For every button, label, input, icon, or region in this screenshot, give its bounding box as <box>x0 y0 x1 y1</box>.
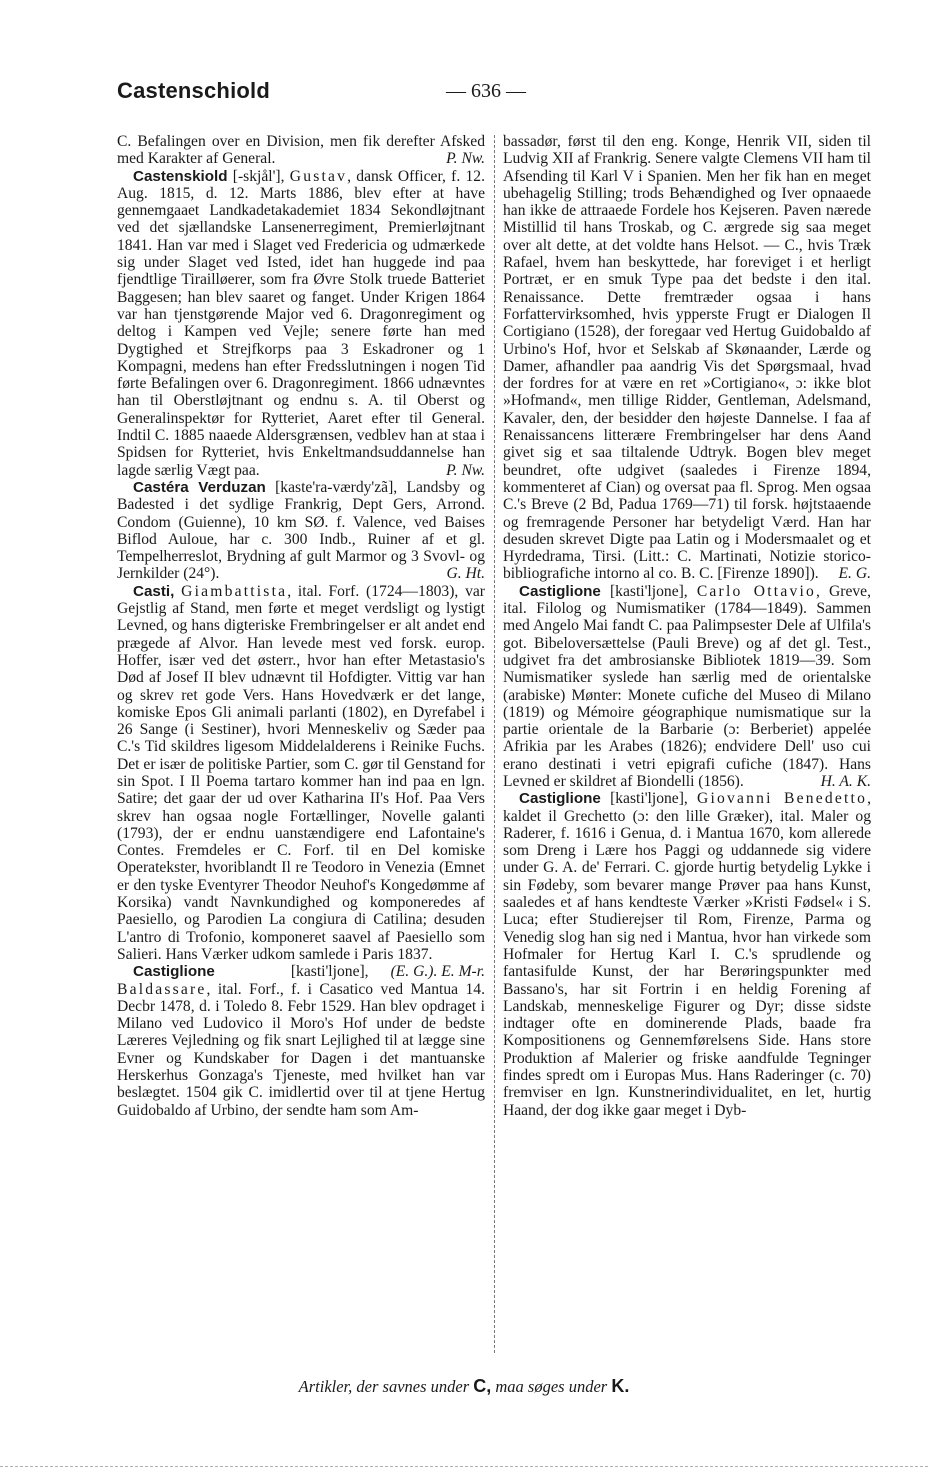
entry-body: , kaldet il Grechetto (ɔ: den lille Græker), ital. Maler og Raderer, f. 1616 i Genua, d. i Mantua 1670, kom allerede som Dreng i Lære hos Paggi og uddannede sig videre under G. A. de' Ferrari. C. gjorde hurtig betydelig Lykke i sin Fødeby, som bevarer mange Prøver paa hans Kunst, saaledes et af hans kendteste Værker »Kristi Fødsel« i S. Luca; efter Studierejser til Rom, Firenze, Parma og Venedig slog han sig ned i Mantua, hvor han virkede som Hofmaler for Hertug Karl I. C.'s sprudlende og fantasifulde Kunst, der har Berøringspunkter med Bassano's, har sit Fortrin i en heldig Forening af Landskab, menneskelige Figurer og Dyr; disse sidste indtager ofte en dominerende Plads, baade fra Kompositionens og Gennemførelsens Side. Hans store Produktion af Malerier og friske aandfulde Tegninger findes spredt om i Europas Mus. Hans Raderinger (c. 70) fremviser en lgn. Kunstnerindividualitet, en let, hurtig Haand, der dog ikke gaar meget i Dyb- <box>503 790 871 1119</box>
entry-headword: Castiglione <box>519 582 601 600</box>
entry-castera-verduzan <box>117 479 485 583</box>
entry-body: , dansk Officer, f. 12. Aug. 1815, d. 12. Marts 1886, blev efter at have gennemgaaet Landkadetakademiet 1834 Sekondløjtnant ved det sjællandske Lansenerregiment, Premierløjtnant 1841. Han var med i Slaget ved Fredericia og udmærkede sig under Slaget ved Isted, idet han huggede ind paa fjendtlige Tirailløerer, som fra Øvre Stolk truede Batteriet Baggesen; han blev saaret og fanget. Under Krigen 1864 var han tjenstgørende Major ved 6. Dragonregiment og deltog i Kampen ved Vejle; senere førte han med Dygtighed et Strejfkorps paa 3 Eskadroner og 1 Kompagni, medens han efter Fredsslutningen i nogen Tid førte Befalingen over 6. Dragonregiment. 1866 udnævntes han til Oberstløjtnant og endnu s. A. til Oberst og Generalinspektør for Rytteriet, Aaret efter til General. Indtil C. 1885 naaede Aldersgrænsen, vedblev han at staa i Spidsen for Rytteriet, hvis Enkeltmandsuddannelse han lagde særlig Vægt paa. <box>117 167 485 479</box>
entry-body: , ital. Forf., f. i Casatico ved Mantua 14. Decbr 1478, d. i Toledo 8. Febr 1529. Han blev opdraget i Milano ved Ludovico il Moro's Hof under de bedste Læreres Vejledning og fik snart Lejlighed til at lægge sine Evner og Kundskaber for Dagen i det mantuanske Herskerhus Gonzaga's Tjeneste, med hvilket han var beslægtet. 1504 gik C. imidlertid over til at tjene Hertug Guidobaldo af Urbino, der sendte ham som Am- <box>117 980 485 1119</box>
entry-headword: Castenskiold <box>133 167 228 185</box>
entry-body: , ital. Forf. (1724—1803), var Gejstlig af Stand, men førte et meget verdsligt og lystigt Levned, og hans digteriske Frembringelser er alt andet end prægede af Alvor. Han levede mest ved forsk. europ. Hoffer, især ved det østerr., hvor han efter Metastasio's Død af Josef II blev udnævnt til Hofdigter. Vittig var han og skrev ret gode Vers. Hans Hovedværk er det lange, komiske Epos Gli animali parlanti (1802), en Dyrefabel i 26 Sange (i Sestiner), hvori Menneskeliv og Sæder paa C.'s Tid skildres ligesom Middelalderens i Reinike Fuchs. Det er især de politiske Partier, som C. gør til Genstand for sin Spot. I Il Poema tartaro kommer han ind paa en lgn. Satire; det gaar der ud over Katharina II's Hof. Paa Vers skrev han ogsaa nogle Fortællinger, Novelle galanti (1793), der er endnu uanstændigere end Lafontaine's Contes. Fremdeles er C. Forf. til en Del komiske Operatekster, hvoriblandt Il re Teodoro in Venezia (Emnet er den tyske Eventyrer Theodor Neuhof's Kongedømme af Korsika) vandt Navnkundighed og komponeredes af Paesiello, og Parodien La congiura di Catilina; desuden L'antro di Trofonio, komponeret saavel af Paesiello som Salieri. Hans Værker udkom samlede i Paris 1837. <box>117 582 485 963</box>
continuation-paragraph: C. Befalingen over en Division, men fik derefter Afsked med Karakter af General. P. Nw. <box>117 133 485 168</box>
entry-given-name: Giambattista <box>181 582 288 600</box>
entry-castiglione-giovanni-benedetto <box>503 790 871 1119</box>
entry-pronunciation: [kaste'ra-værdy'zã], <box>265 478 407 496</box>
entry-body: Landsby og Badested i det sydlige Frankrig, Dept Gers, Arrond. Condom (Guienne), 10 km SØ. f. Valence, ved Baises Biflod Auloue, har c. 300 Indb., Ruiner af et gl. Tempelherreslot, Brydning af gult Marmor og 3 Svovl- og Jernkilder (24°). <box>117 478 485 583</box>
running-head-word: Castenschiold <box>117 78 270 103</box>
entry-headword: Castéra Verduzan <box>133 478 266 496</box>
entry-headword: Castiglione <box>519 790 601 808</box>
entry-castiglione-baldassare <box>117 963 485 1119</box>
author-signature: E. G. <box>838 565 871 583</box>
entry-pronunciation: [kasti'ljone], <box>214 963 369 981</box>
author-signature: G. Ht. <box>446 565 485 583</box>
author-signature: P. Nw. <box>446 150 485 168</box>
entry-given-name: Giovanni Benedetto <box>697 790 868 808</box>
entry-pronunciation: [kasti'ljone], <box>600 790 698 808</box>
entry-castiglione-carlo-ottavio <box>503 583 871 791</box>
entry-given-name: Baldassare <box>117 980 207 998</box>
continuation-paragraph: bassadør, først til den eng. Konge, Henrik VII, siden til Ludvig XII af Frankrig. Senere valgte Clemens VII ham til Afsending til Karl V i Spanien. Men her fik han en meget ubehagelig Stilling; trods Behændighed og Iver opnaaede han ikke de attraaede Fordele hos Kejseren. Paven nærede Mistillid til hans Troskab, og C. ærgrede sig saa meget over alt dette, at det voldte hans Helsot. — C., hvis Træk Rafael, hvem han beskyttede, har foreviget i et herligt Portræt, er en smuk Type paa det bedste i den ital. Renaissance. Dette fremtræder ogsaa i hans Forfattervirksomhed, hvis ypperste Frugt er Dialogen Il Cortigiano (1528), der foregaar ved Hertug Guidobaldo af Urbino's Hof, hvor et Selskab af Skønaander, Lærde og Damer, afhandler paa aandrig Vis det Spørgsmaal, hvad der fordres for at være en ret »Cortigiano«, ɔ: ikke blot »Hofmand«, men tillige Ridder, Gentleman, Adelsmand, Kavaler, den, der besidder den højeste Dannelse. I faa af Renaissancens litterære Frembringelser har dens Aand givet sig et saa tiltalende Udtryk. Bogen blev meget beundret, ofte udgivet (saaledes i Firenze 1894, kommenteret af Cian) og oversat paa fl. Sprog. Men ogsaa C.'s Breve (2 Bd, Padua 1769—71) til forsk. højtstaaende og fremragende Personer har betydeligt Værd. Han har desuden skrevet Digte paa Latin og i Modersmaalet og et Hyrdedrama, Tirsi. (Litt.: C. Martinati, Notizie storico-bibliografiche intorno al co. B. C. [Firenze 1890]). E. G. <box>503 133 871 583</box>
column-divider <box>494 135 495 1353</box>
footer-note: Artikler, der savnes under C, maa søges under K. <box>298 1376 630 1396</box>
entry-headword: Castiglione <box>133 963 215 981</box>
author-signature: H. A. K. <box>820 772 871 790</box>
entry-headword: Casti, <box>133 582 175 600</box>
left-column <box>117 133 485 1353</box>
footer-letter-c: C, <box>473 1376 492 1396</box>
entry-pronunciation: [kasti'ljone], <box>600 582 697 600</box>
author-signature: P. Nw. <box>446 461 485 479</box>
page-number: — 636 — <box>446 80 526 102</box>
author-signature: (E. G.). E. M-r. <box>390 963 485 981</box>
bottom-rule <box>0 1466 928 1467</box>
entry-body: , Greve, ital. Filolog og Numismatiker (1784—1849). Sammen med Angelo Mai fandt C. paa Palimpsester Dele af Ulfila's got. Bibeloversættelse (Pauli Breve) og af det gl. Test., udgivet fra det ambrosianske Bibliotek 1819—39. Som Numismatiker syslede han særlig med de orientalske (arabiske) Mønter: Monete cufiche del Museo di Milano (1819) og Mémoire géographique numismatique sur la partie orientale de la Barbarie (ɔ: Berberiet) appelée Afrikia par les Arabes (1826); endvidere Dell' uso cui erano destinati i vetri epigrafi cufiche (1847). Hans Levned er skildret af Biondelli (1856). <box>503 582 871 790</box>
entry-castenskiold <box>117 168 485 479</box>
entry-pronunciation: [-skjål'], <box>227 167 290 185</box>
footer-letter-k: K. <box>611 1376 630 1396</box>
entry-given-name: Carlo Ottavio <box>696 582 816 600</box>
entry-given-name: Gustav <box>289 167 348 185</box>
right-column <box>503 133 871 1353</box>
